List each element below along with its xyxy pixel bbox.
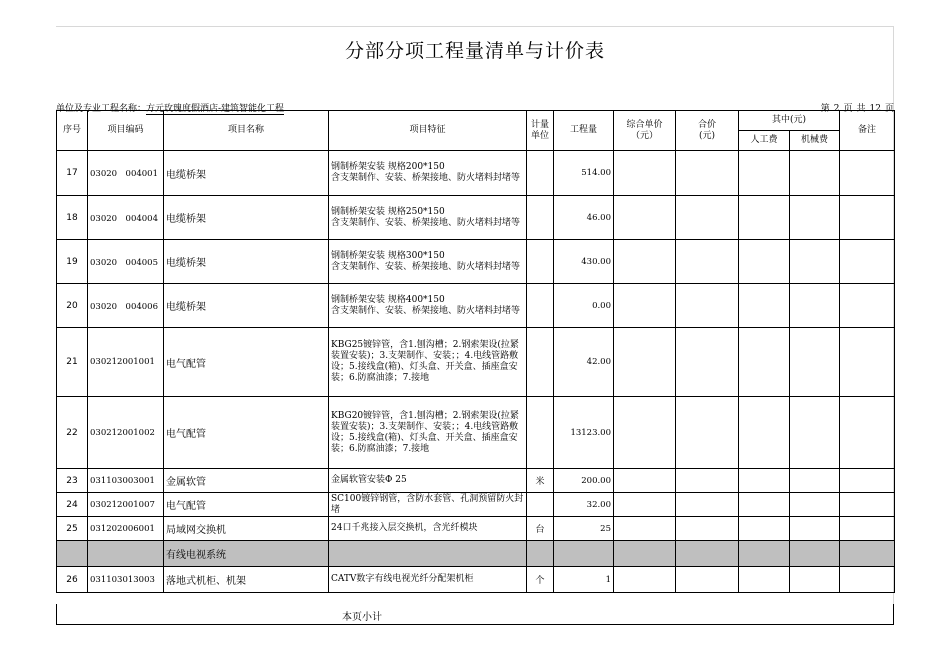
header-name: 项目名称 <box>164 111 329 151</box>
page-title: 分部分项工程量清单与计价表 <box>344 40 605 62</box>
page-info-di: 第 <box>820 104 830 114</box>
row-name: 电缆桥架 <box>164 151 329 196</box>
row-seq: 26 <box>57 567 88 593</box>
row-code: 030212001007 <box>88 493 164 517</box>
row-qty: 514.00 <box>554 151 614 196</box>
row-code: 031103003001 <box>88 469 164 493</box>
row-qty: 200.00 <box>554 469 614 493</box>
row-qty: 1 <box>554 567 614 593</box>
row-feature: KBG20镀锌管，含1.刨沟槽；2.钢索架设(拉紧装置安装)；3.支架制作、安装；；4.电线管路敷设；5.接线盒(箱)、灯头盒、开关盒、插座盒安装；6.防腐油漆；7.接地 <box>329 397 527 469</box>
table-row <box>57 328 895 397</box>
bill-table <box>56 110 895 593</box>
row-seq: 23 <box>57 469 88 493</box>
unit-value: 方元玫瑰度假酒店-建筑智能化工程 <box>146 104 285 114</box>
row-feature: 钢制桥架安装 规格200*150 含支架制作、安装、桥架接地、防火堵料封堵等 <box>329 151 527 196</box>
row-code: 03020 004006 <box>88 284 164 328</box>
row-name: 电缆桥架 <box>164 284 329 328</box>
table-row <box>57 567 895 593</box>
row-qty: 13123.00 <box>554 397 614 469</box>
header-total: 合价 (元) <box>676 111 739 151</box>
row-feature: KBG25镀锌管，含1.刨沟槽；2.钢索架设(拉紧装置安装)；3.支架制作、安装；；4.电线管路敷设；5.接线盒(箱)、灯头盒、开关盒、插座盒安装；6.防腐油漆；7.接地 <box>329 328 527 397</box>
row-name: 电缆桥架 <box>164 240 329 284</box>
header-machine: 机械费 <box>790 131 840 151</box>
row-seq: 24 <box>57 493 88 517</box>
header-among: 其中(元) <box>739 111 840 131</box>
header-unit: 计量 单位 <box>527 111 554 151</box>
unit-label: 单位及专业工程名称： <box>56 104 147 114</box>
row-code: 031202006001 <box>88 517 164 541</box>
row-seq: 20 <box>57 284 88 328</box>
page-total: 12 <box>869 104 881 114</box>
row-name: 电气配管 <box>164 397 329 469</box>
table-row <box>57 517 895 541</box>
row-name: 落地式机柜、机架 <box>164 567 329 593</box>
row-unit <box>527 493 554 517</box>
row-qty: 25 <box>554 517 614 541</box>
row-qty: 46.00 <box>554 196 614 240</box>
row-qty: 0.00 <box>554 284 614 328</box>
row-unit <box>527 196 554 240</box>
row-unit <box>527 151 554 196</box>
row-seq: 25 <box>57 517 88 541</box>
header-remark: 备注 <box>840 111 895 151</box>
row-name: 电缆桥架 <box>164 196 329 240</box>
row-code: 03020 004005 <box>88 240 164 284</box>
table-row <box>57 284 895 328</box>
table-row <box>57 493 895 517</box>
header-qty: 工程量 <box>554 111 614 151</box>
row-code: 03020 004004 <box>88 196 164 240</box>
row-unit <box>527 240 554 284</box>
section-row <box>57 541 895 567</box>
row-feature: 金属软管安装Φ 25 <box>329 469 527 493</box>
row-name: 局域网交换机 <box>164 517 329 541</box>
table-row <box>57 240 895 284</box>
row-name: 电气配管 <box>164 493 329 517</box>
row-seq: 21 <box>57 328 88 397</box>
row-seq: 17 <box>57 151 88 196</box>
row-feature: CATV数字有线电视光纤分配架机柜 <box>329 567 527 593</box>
row-seq: 18 <box>57 196 88 240</box>
row-code: 030212001002 <box>88 397 164 469</box>
header-code: 项目编码 <box>88 111 164 151</box>
page-info-gong: 共 <box>856 104 866 114</box>
row-feature: 钢制桥架安装 规格250*150 含支架制作、安装、桥架接地、防火堵料封堵等 <box>329 196 527 240</box>
row-seq: 19 <box>57 240 88 284</box>
row-feature: SC100镀锌钢管，含防水套管、孔洞预留防火封堵 <box>329 493 527 517</box>
row-unit <box>527 397 554 469</box>
table-row <box>57 196 895 240</box>
row-code: 031103013003 <box>88 567 164 593</box>
header-unit-price: 综合单价 （元） <box>614 111 676 151</box>
header-feature: 项目特征 <box>329 111 527 151</box>
row-unit: 台 <box>527 517 554 541</box>
header-labor: 人工费 <box>739 131 790 151</box>
table-row <box>57 151 895 196</box>
subtotal-label: 本页小计 <box>342 612 382 623</box>
page-subtotal-row <box>56 604 894 625</box>
page-info-ye2: 页 <box>884 104 894 114</box>
row-unit: 个 <box>527 567 554 593</box>
row-seq: 22 <box>57 397 88 469</box>
row-feature: 24口千兆接入层交换机，含光纤模块 <box>329 517 527 541</box>
table-row <box>57 397 895 469</box>
row-code: 030212001001 <box>88 328 164 397</box>
row-qty: 32.00 <box>554 493 614 517</box>
row-unit <box>527 284 554 328</box>
section-name: 有线电视系统 <box>164 541 329 567</box>
row-qty: 42.00 <box>554 328 614 397</box>
header-seq: 序号 <box>57 111 88 151</box>
row-name: 金属软管 <box>164 469 329 493</box>
table-row <box>57 469 895 493</box>
page-info-ye: 页 <box>843 104 853 114</box>
row-qty: 430.00 <box>554 240 614 284</box>
row-name: 电气配管 <box>164 328 329 397</box>
page-current: 2 <box>833 104 840 114</box>
row-unit: 米 <box>527 469 554 493</box>
row-unit <box>527 328 554 397</box>
row-feature: 钢制桥架安装 规格400*150 含支架制作、安装、桥架接地、防火堵料封堵等 <box>329 284 527 328</box>
row-code: 03020 004001 <box>88 151 164 196</box>
row-feature: 钢制桥架安装 规格300*150 含支架制作、安装、桥架接地、防火堵料封堵等 <box>329 240 527 284</box>
